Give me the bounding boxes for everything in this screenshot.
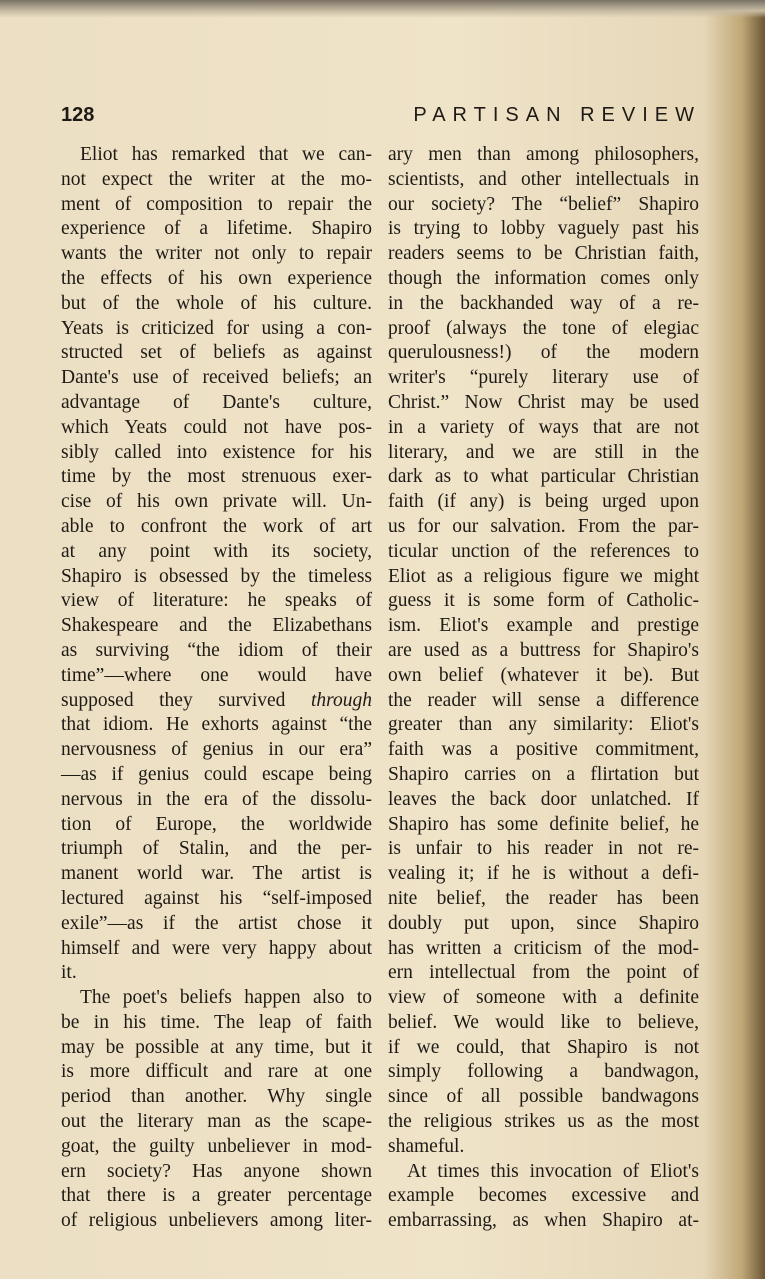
text-line	[388, 589, 699, 614]
text-line	[388, 912, 699, 937]
text-line-content: is more difficult and rare at one	[61, 1061, 372, 1083]
text-line	[61, 341, 372, 366]
text-line	[61, 738, 372, 763]
right-column	[388, 143, 699, 1234]
text-line-content: simply following a bandwagon,	[388, 1061, 699, 1083]
text-line-content: faith (if any) is being urged upon	[388, 491, 699, 513]
text-line-content: period than another. Why single	[61, 1086, 372, 1108]
text-line-content: our society? The “belief” Shapiro	[388, 193, 699, 215]
text-line	[61, 143, 372, 168]
text-line-content: exile”—as if the artist chose it	[61, 912, 372, 934]
text-line	[388, 837, 699, 862]
text-line	[388, 366, 699, 391]
text-line-content: doubly put upon, since Shapiro	[388, 912, 699, 934]
text-line-content: is trying to lobby vaguely past his	[388, 218, 699, 240]
text-line	[61, 441, 372, 466]
text-line	[61, 937, 372, 962]
text-line-content: writer's “purely literary use of	[388, 367, 699, 389]
text-line-content: sibly called into existence for his	[61, 441, 372, 463]
text-line-content: Shapiro has some definite belief, he	[388, 813, 699, 835]
text-line	[388, 986, 699, 1011]
text-line-content: since of all possible bandwagons	[388, 1086, 699, 1108]
text-line-content: us for our salvation. From the par-	[388, 515, 699, 537]
text-line	[61, 1135, 372, 1160]
text-line-content: querulousness!) of the modern	[388, 342, 699, 364]
text-line-content: manent world war. The artist is	[61, 863, 372, 885]
text-line-content: has written a criticism of the mod-	[388, 937, 699, 959]
text-line-content: Eliot has remarked that we can-	[80, 144, 372, 165]
text-line	[61, 267, 372, 292]
text-line-content: Shapiro carries on a flirtation but	[388, 763, 699, 785]
text-line-content: in a variety of ways that are not	[388, 416, 699, 438]
text-line-content: but of the whole of his culture.	[61, 292, 372, 314]
text-line-content: triumph of Stalin, and the per-	[61, 838, 372, 860]
text-line-content: view of literature: he speaks of	[61, 590, 372, 612]
text-line	[61, 961, 372, 986]
text-line-content: cise of his own private will. Un-	[61, 491, 372, 513]
text-line-content: tion of Europe, the worldwide	[61, 813, 372, 835]
text-line	[388, 713, 699, 738]
text-line	[61, 540, 372, 565]
text-line-content: which Yeats could not have pos-	[61, 416, 372, 438]
text-line	[388, 937, 699, 962]
text-line	[61, 317, 372, 342]
text-line-content: greater than any similarity: Eliot's	[388, 714, 699, 736]
text-line	[61, 292, 372, 317]
text-line	[61, 1085, 372, 1110]
text-line-content: ary men than among philosophers,	[388, 144, 699, 165]
text-line	[388, 639, 699, 664]
text-line-content: ern society? Has anyone shown	[61, 1160, 372, 1182]
text-line	[61, 664, 372, 689]
text-line-content: in the backhanded way of a re-	[388, 292, 699, 314]
text-line-content: Christ.” Now Christ may be used	[388, 391, 699, 413]
text-line	[61, 639, 372, 664]
text-line-content: supposed they survived	[61, 689, 311, 711]
text-line	[388, 763, 699, 788]
text-line-content: if we could, that Shapiro is not	[388, 1036, 699, 1058]
text-line	[388, 193, 699, 218]
text-line	[388, 1085, 699, 1110]
text-line-content: able to confront the work of art	[61, 515, 372, 537]
text-line	[388, 1184, 699, 1209]
text-line-content: shameful.	[388, 1135, 465, 1157]
text-line-content: lectured against his “self-imposed	[61, 887, 372, 909]
text-line	[61, 1184, 372, 1209]
text-line	[388, 540, 699, 565]
text-line-content: faith was a positive commitment,	[388, 739, 699, 761]
text-line-content: as surviving “the idiom of their	[61, 639, 372, 661]
text-line-content: though the information comes only	[388, 267, 699, 289]
text-line	[61, 1036, 372, 1061]
text-line-content: proof (always the tone of elegiac	[388, 317, 699, 339]
text-line	[61, 887, 372, 912]
text-line	[388, 1160, 699, 1185]
text-line	[61, 986, 372, 1011]
text-line-content: readers seems to be Christian faith,	[388, 243, 699, 265]
text-line-content: that idiom. He exhorts against “the	[61, 714, 372, 736]
text-line	[388, 813, 699, 838]
text-line-content: —as if genius could escape being	[61, 763, 372, 785]
text-line	[388, 1135, 699, 1160]
text-line-content: view of someone with a definite	[388, 987, 699, 1009]
text-line-content: goat, the guilty unbeliever in mod-	[61, 1135, 372, 1157]
text-line-content: not expect the writer at the mo-	[61, 168, 372, 190]
text-line	[61, 1160, 372, 1185]
text-line-content: time by the most strenuous exer-	[61, 466, 372, 488]
text-line	[388, 242, 699, 267]
text-line-content: wants the writer not only to repair	[61, 243, 372, 265]
text-line-content: that there is a greater percentage	[61, 1185, 372, 1207]
text-line-content: of religious unbelievers among liter-	[61, 1210, 372, 1232]
text-line-content: the effects of his own experience	[61, 267, 372, 289]
text-line-content: Yeats is criticized for using a con-	[61, 317, 372, 339]
text-line	[61, 1011, 372, 1036]
text-line	[388, 168, 699, 193]
text-line-content: ern intellectual from the point of	[388, 962, 699, 984]
text-line	[61, 763, 372, 788]
text-line-content: ment of composition to repair the	[61, 193, 372, 215]
text-line-content: it.	[61, 962, 77, 984]
text-line	[388, 788, 699, 813]
text-line	[388, 862, 699, 887]
text-line	[61, 465, 372, 490]
text-line-content: the reader will sense a difference	[388, 689, 699, 711]
text-line	[61, 862, 372, 887]
text-line	[61, 366, 372, 391]
text-line-content: ticular unction of the references to	[388, 540, 699, 562]
text-line-content: the religious strikes us as the most	[388, 1111, 699, 1133]
text-line	[61, 193, 372, 218]
text-line	[388, 887, 699, 912]
text-line-content: Dante's use of received beliefs; an	[61, 367, 372, 389]
text-line-content: Shakespeare and the Elizabethans	[61, 615, 372, 637]
text-line	[388, 441, 699, 466]
text-line	[61, 813, 372, 838]
text-line	[61, 689, 372, 714]
text-line-content: be in his time. The leap of faith	[61, 1011, 372, 1033]
text-line	[61, 912, 372, 937]
text-line-content: nervous in the era of the dissolu-	[61, 788, 372, 810]
text-line	[388, 490, 699, 515]
text-line-content: ism. Eliot's example and prestige	[388, 615, 699, 637]
text-line	[388, 217, 699, 242]
text-line	[388, 614, 699, 639]
text-line-content: may be possible at any time, but it	[61, 1036, 372, 1058]
text-line-content: himself and were very happy about	[61, 937, 372, 959]
text-line	[61, 1209, 372, 1234]
text-line-content: leaves the back door unlatched. If	[388, 788, 699, 810]
text-line	[388, 1110, 699, 1135]
text-line	[388, 961, 699, 986]
text-line-content: example becomes excessive and	[388, 1185, 699, 1207]
text-line	[388, 416, 699, 441]
text-line	[388, 341, 699, 366]
text-line-content: structed set of beliefs as against	[61, 342, 372, 364]
running-header	[61, 98, 701, 132]
text-line-content: Eliot as a religious figure we might	[388, 565, 699, 587]
text-line-content: The poet's beliefs happen also to	[80, 987, 372, 1009]
text-line-content: Shapiro is obsessed by the timeless	[61, 565, 372, 587]
text-line	[61, 168, 372, 193]
text-line	[388, 465, 699, 490]
text-line-content: is unfair to his reader in not re-	[388, 838, 699, 860]
text-line-content: out the literary man as the scape-	[61, 1111, 372, 1133]
text-line	[61, 837, 372, 862]
text-line	[61, 391, 372, 416]
text-line	[388, 738, 699, 763]
page-top-shadow	[0, 0, 765, 18]
left-column	[61, 143, 372, 1234]
text-line	[388, 267, 699, 292]
text-line	[388, 292, 699, 317]
italic-word: through	[310, 689, 372, 711]
text-line-content: advantage of Dante's culture,	[61, 391, 372, 413]
text-line	[61, 416, 372, 441]
text-line	[61, 589, 372, 614]
text-line	[61, 515, 372, 540]
text-line	[388, 391, 699, 416]
text-line	[388, 689, 699, 714]
text-line-content: time”—where one would have	[61, 664, 372, 686]
text-line	[388, 664, 699, 689]
text-line	[61, 217, 372, 242]
text-line-content: at any point with its society,	[61, 540, 372, 562]
text-line	[61, 242, 372, 267]
text-line-content: nervousness of genius in our era”	[61, 739, 372, 761]
text-line	[61, 788, 372, 813]
text-line	[388, 317, 699, 342]
text-line	[61, 1110, 372, 1135]
text-line	[388, 143, 699, 168]
text-line-content: are used as a buttress for Shapiro's	[388, 639, 699, 661]
text-line-content: literary, and we are still in the	[388, 441, 699, 463]
text-line	[388, 1060, 699, 1085]
text-line-content: dark as to what particular Christian	[388, 466, 699, 488]
text-line	[61, 565, 372, 590]
text-line-content: belief. We would like to believe,	[388, 1011, 699, 1033]
text-line-content: vealing it; if he is without a defi-	[388, 863, 699, 885]
text-line-content: guess it is some form of Catholic-	[388, 590, 699, 612]
text-line-content: nite belief, the reader has been	[388, 887, 699, 909]
text-line	[61, 713, 372, 738]
journal-title: PARTISAN REVIEW	[413, 104, 701, 126]
text-line-content: experience of a lifetime. Shapiro	[61, 218, 372, 240]
text-line-content: At times this invocation of Eliot's	[407, 1160, 699, 1182]
text-line	[61, 1060, 372, 1085]
text-line	[388, 1036, 699, 1061]
text-line	[388, 565, 699, 590]
text-line	[61, 614, 372, 639]
text-line	[388, 515, 699, 540]
text-line-content: scientists, and other intellectuals in	[388, 168, 699, 190]
text-line	[61, 490, 372, 515]
text-line	[388, 1209, 699, 1234]
text-line-content: embarrassing, as when Shapiro at-	[388, 1210, 699, 1232]
text-line-content: own belief (whatever it be). But	[388, 664, 699, 686]
text-line	[388, 1011, 699, 1036]
page-number: 128	[61, 104, 95, 126]
